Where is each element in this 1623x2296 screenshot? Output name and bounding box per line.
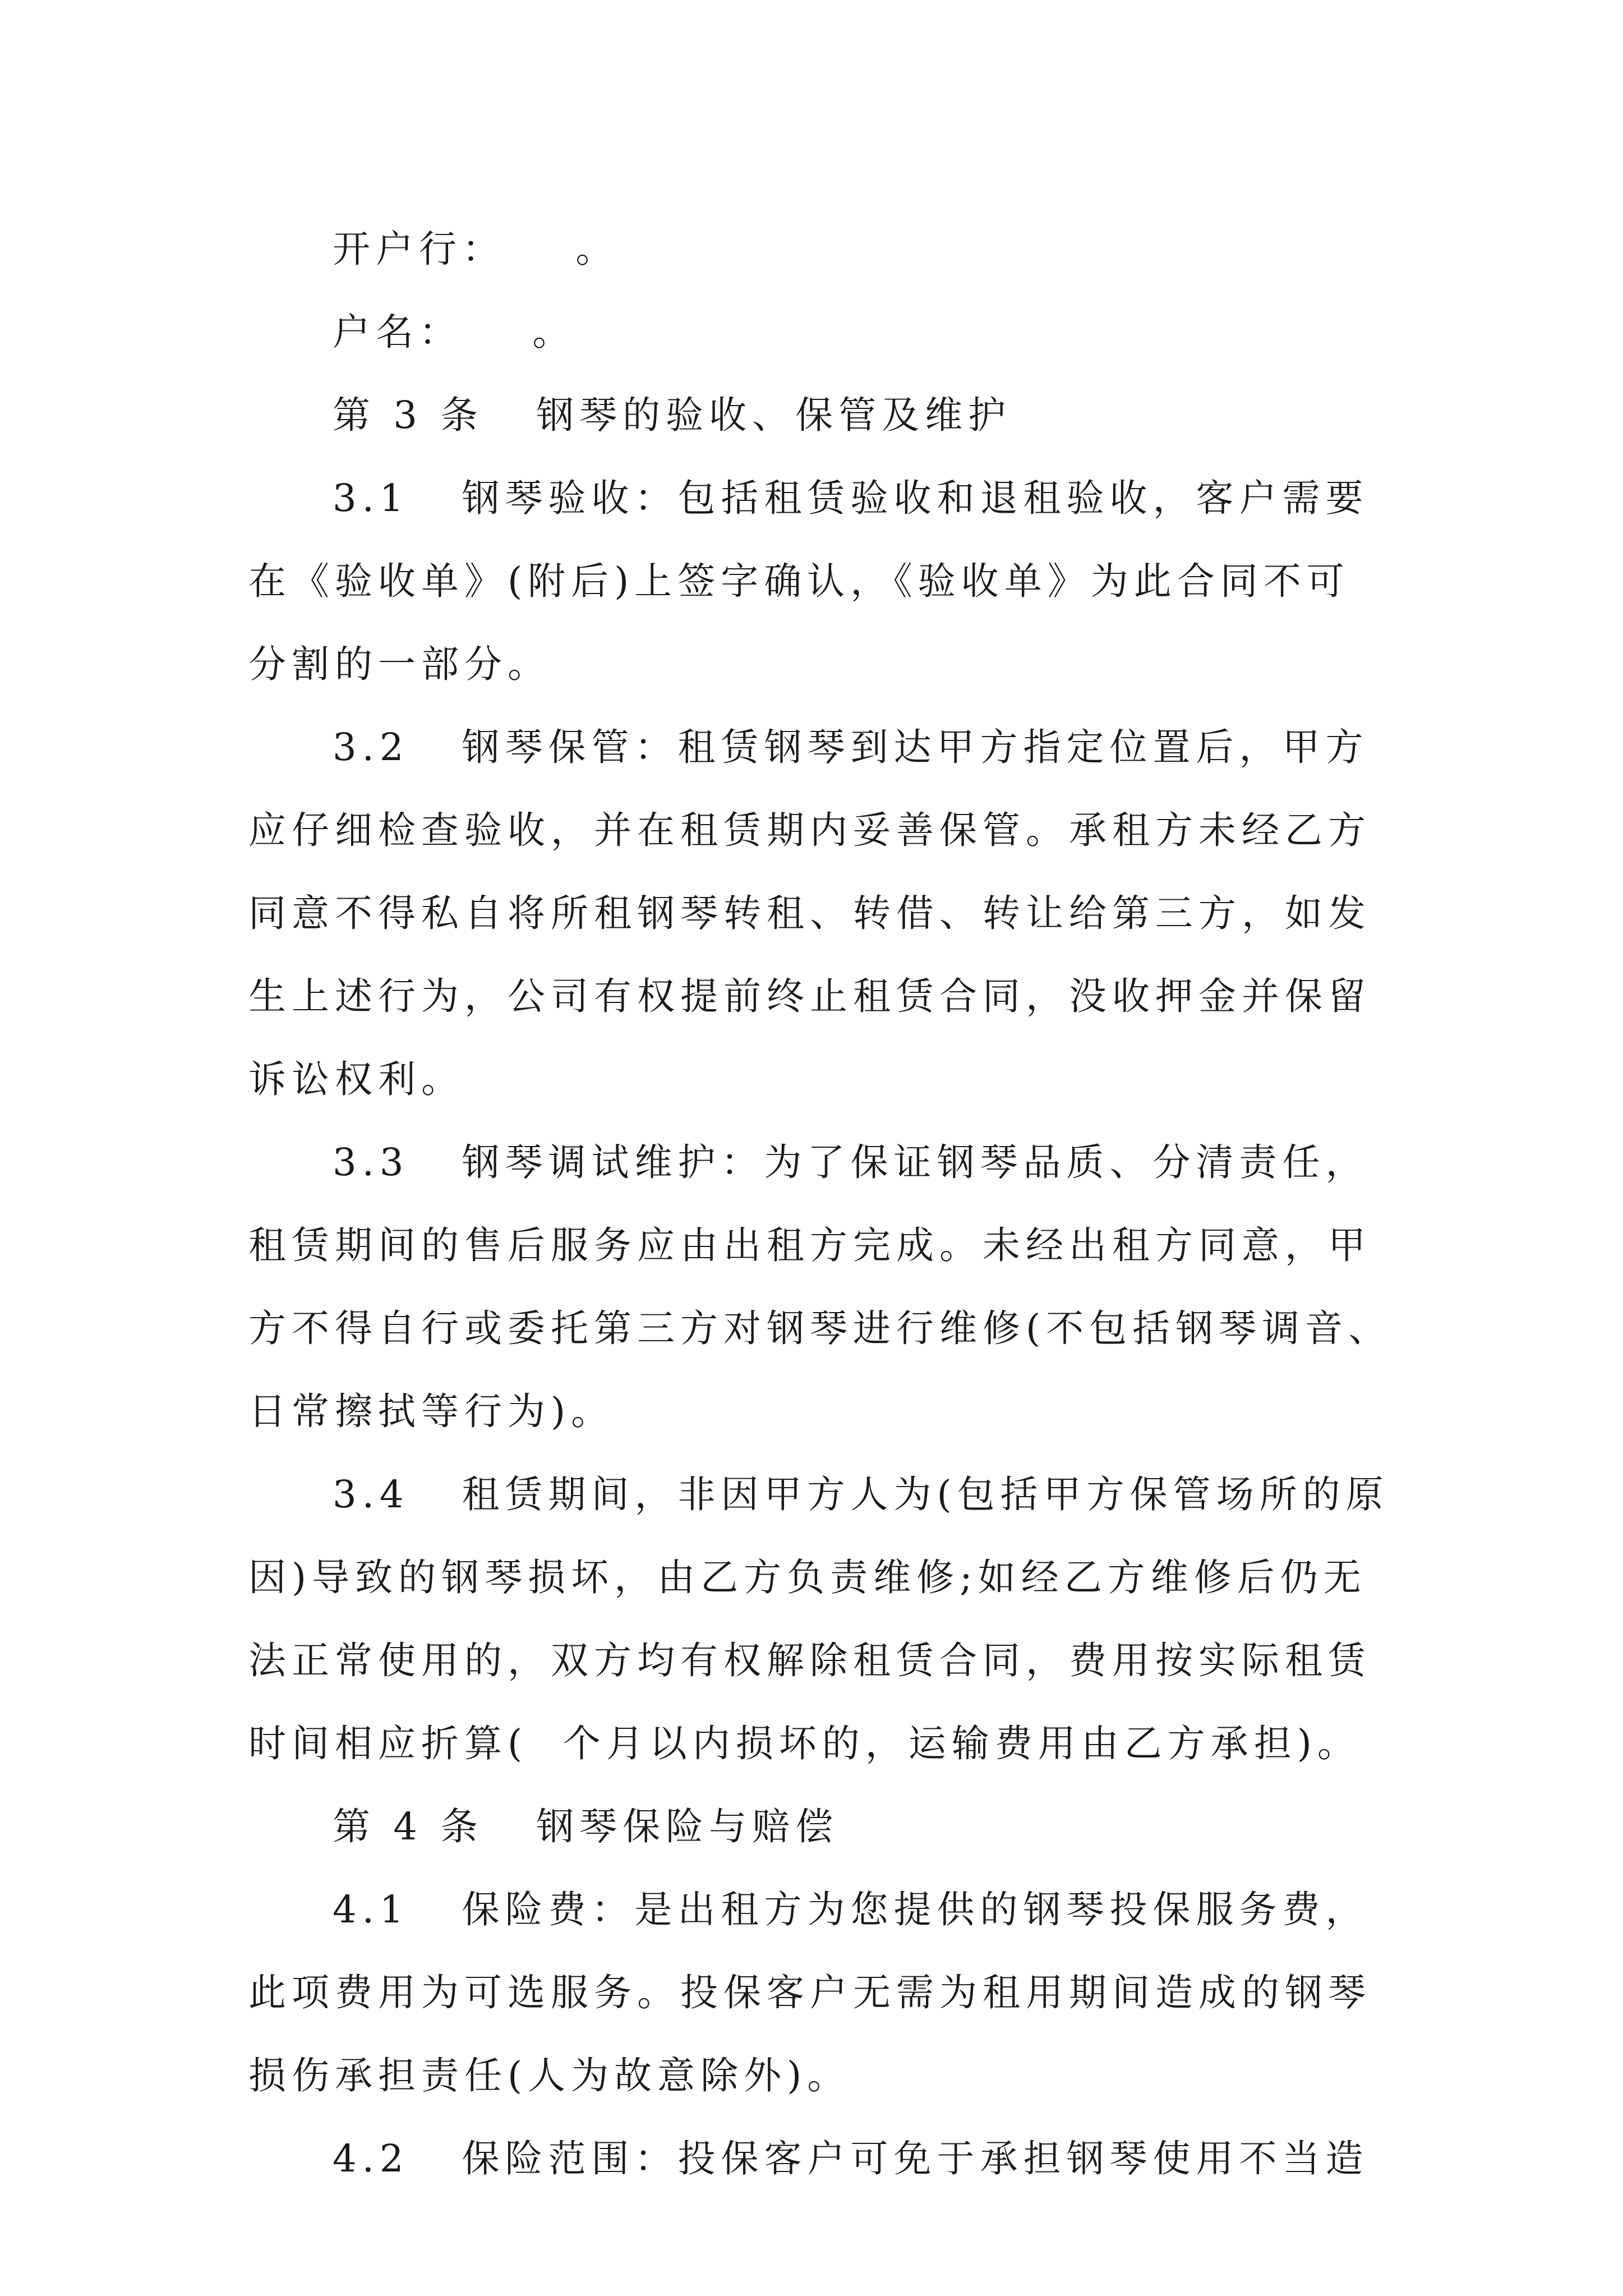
article-3-heading: 第 3 条 钢琴的验收、保管及维护 bbox=[333, 393, 1012, 437]
paragraph-3-2-line-3: 同意不得私自将所租钢琴转租、转借、转让给第三方，如发 bbox=[248, 891, 1371, 935]
paragraph-4-2-line-1: 4.2 保险范围：投保客户可免于承担钢琴使用不当造 bbox=[333, 2137, 1369, 2180]
paragraph-3-3-line-2: 租赁期间的售后服务应由出租方完成。未经出租方同意，甲 bbox=[248, 1223, 1371, 1267]
paragraph-3-1-line-3: 分割的一部分。 bbox=[248, 642, 551, 686]
paragraph-3-4-line-2: 因)导致的钢琴损坏，由乙方负责维修;如经乙方维修后仍无 bbox=[248, 1556, 1367, 1599]
paragraph-3-3-line-1: 3.3 钢琴调试维护：为了保证钢琴品质、分清责任， bbox=[333, 1140, 1369, 1184]
paragraph-4-1-line-2: 此项费用为可选服务。投保客户无需为租用期间造成的钢琴 bbox=[248, 1971, 1371, 2014]
account-name-line: 户名： 。 bbox=[333, 310, 576, 354]
document-body bbox=[248, 208, 1393, 2200]
paragraph-3-4-line-1: 3.4 租赁期间，非因甲方人为(包括甲方保管场所的原 bbox=[333, 1473, 1389, 1516]
paragraph-3-2-line-1: 3.2 钢琴保管：租赁钢琴到达甲方指定位置后，甲方 bbox=[333, 725, 1369, 769]
paragraph-3-3-line-3: 方不得自行或委托第三方对钢琴进行维修(不包括钢琴调音、 bbox=[248, 1306, 1392, 1350]
paragraph-4-1-line-3: 损伤承担责任(人为故意除外)。 bbox=[248, 2054, 851, 2097]
paragraph-3-2-line-2: 应仔细检查验收，并在租赁期内妥善保管。承租方未经乙方 bbox=[248, 808, 1371, 852]
paragraph-3-2-line-5: 诉讼权利。 bbox=[248, 1057, 464, 1101]
paragraph-3-1-line-1: 3.1 钢琴验收：包括租赁验收和退租验收，客户需要 bbox=[333, 476, 1369, 520]
bank-name-line: 开户行： 。 bbox=[333, 227, 619, 271]
paragraph-3-2-line-4: 生上述行为，公司有权提前终止租赁合同，没收押金并保留 bbox=[248, 974, 1371, 1018]
paragraph-3-3-line-4: 日常擦拭等行为)。 bbox=[248, 1389, 615, 1433]
paragraph-3-4-line-4: 时间相应折算( 个月以内损坏的，运输费用由乙方承担)。 bbox=[248, 1722, 1361, 1765]
paragraph-3-4-line-3: 法正常使用的，双方均有权解除租赁合同，费用按实际租赁 bbox=[248, 1639, 1371, 1682]
paragraph-3-1-line-2: 在《验收单》(附后)上签字确认，《验收单》为此合同不可 bbox=[248, 559, 1350, 603]
article-4-heading: 第 4 条 钢琴保险与赔偿 bbox=[333, 1805, 839, 1848]
paragraph-4-1-line-1: 4.1 保险费：是出租方为您提供的钢琴投保服务费， bbox=[333, 1888, 1369, 1931]
